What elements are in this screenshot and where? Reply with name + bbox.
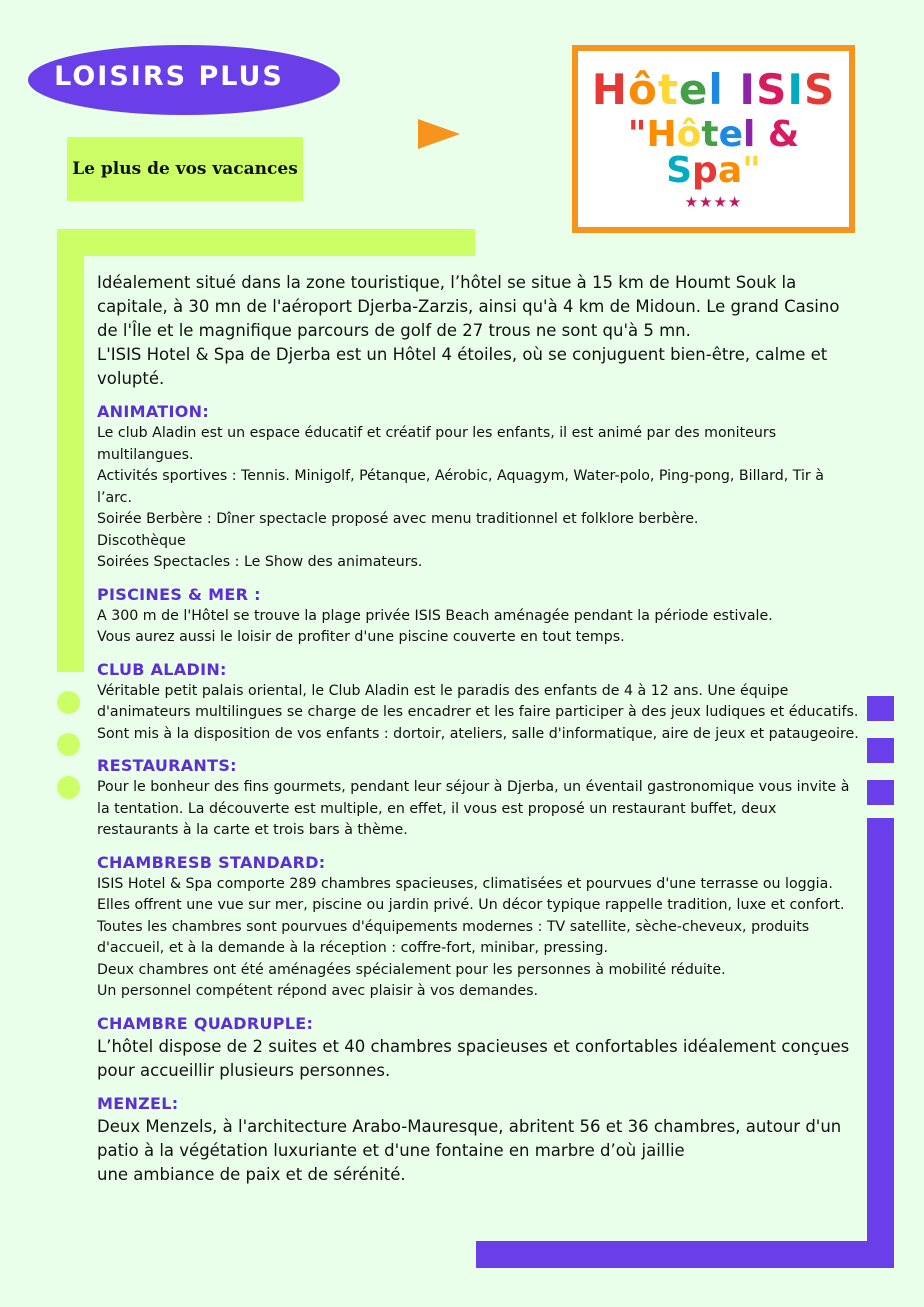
section-line: L’hôtel dispose de 2 suites et 40 chambres spacieuses et confortables idéalement conçues pour accueillir plusieurs personnes. — [97, 1036, 850, 1080]
section-line: Soirées Spectacles : Le Show des animateurs. — [97, 554, 423, 570]
section-line: Pour le bonheur des fins gourmets, pendant leur séjour à Djerba, un éventail gastronomique vous invite à la tentation. La découverte est multiple, en effet, il vous est proposé un restaurant buffet, deux restaurants à la carte et trois bars à thème. — [97, 779, 850, 838]
section-title: CHAMBRE QUADRUPLE: — [97, 1013, 314, 1033]
section — [97, 755, 859, 842]
green-dot — [57, 776, 80, 799]
section — [97, 584, 859, 649]
section-line: A 300 m de l'Hôtel se trouve la plage privée ISIS Beach aménagée pendant la période estivale. — [97, 607, 773, 624]
section-line: Le club Aladin est un espace éducatif et créatif pour les enfants, il est animé par des moniteurs multilangues. — [97, 425, 777, 463]
section-line: Discothèque — [97, 532, 186, 549]
section-title: MENZEL: — [97, 1093, 179, 1113]
logo-subtitle: "Hôtel & Spa" — [627, 114, 800, 191]
subtitle-text: Le plus de vos vacances — [72, 159, 298, 179]
section-line: Deux Menzels, à l'architecture Arabo-Mauresque, abritent 56 et 36 chambres, autour d'un patio à la végétation luxuriante et d'une fontaine en marbre d’où jaillie — [97, 1116, 842, 1160]
purple-square — [867, 738, 894, 763]
section-title: CLUB ALADIN: — [97, 659, 227, 679]
section — [97, 852, 859, 1003]
section-line: Vous aurez aussi le loisir de profiter d'une piscine couverte en tout temps. — [97, 629, 625, 645]
section-title: ANIMATION: — [97, 402, 210, 421]
section-line: Deux chambres ont été aménagées spécialement pour les personnes à mobilité réduite. — [97, 961, 726, 978]
sections — [97, 401, 859, 1187]
section-title: CHAMBRESB STANDARD: — [97, 852, 326, 872]
section — [97, 659, 859, 746]
subtitle-box — [67, 137, 303, 201]
green-frame-left — [57, 229, 84, 672]
section-title: PISCINES & MER : — [97, 584, 261, 604]
purple-frame-bottom — [476, 1241, 894, 1268]
main-content — [97, 271, 859, 1187]
green-dot — [57, 691, 80, 714]
section-line: Sont mis à la disposition de vos enfants : dortoir, ateliers, salle d'informatique, aire de jeux et pataugeoire. — [97, 725, 859, 742]
green-frame-top — [57, 229, 475, 256]
header-badge-text: LOISIRS PLUS — [54, 60, 284, 92]
intro-paragraph: Idéalement situé dans la zone touristique, l’hôtel se situe à 15 km de Houmt Souk la capitale, à 30 mn de l'aéroport Djerba-Zarzis, ainsi qu'à 4 km de Midoun. Le grand Casino de l'Île et le magnifique parcours de golf de 27 trous ne sont qu'à 5 mn. — [97, 273, 840, 340]
purple-frame-right — [867, 818, 894, 1268]
section-title: RESTAURANTS: — [97, 756, 237, 775]
green-dot — [57, 733, 80, 756]
header-badge — [28, 45, 340, 115]
section-line: ISIS Hotel & Spa comporte 289 chambres spacieuses, climatisées et pourvues d'une terrasse ou loggia. Elles offrent une vue sur mer, piscine ou jardin privé. Un décor typique rappelle tradition, luxe et confort. — [97, 875, 845, 913]
intro-paragraph: L'ISIS Hotel & Spa de Djerba est un Hôtel 4 étoiles, où se conjuguent bien-être, calme et volupté. — [97, 345, 828, 388]
section — [97, 1013, 859, 1083]
purple-square — [867, 696, 894, 721]
section — [97, 401, 859, 574]
section-line: Toutes les chambres sont pourvues d'équipements modernes : TV satellite, sèche-cheveux, produits d'accueil, et à la demande à la réception : coffre-fort, minibar, pressing. — [97, 918, 810, 956]
logo-title: Hôtel ISIS — [591, 65, 836, 114]
logo-stars: ★★★★ — [684, 193, 743, 211]
section-line: Véritable petit palais oriental, le Club Aladin est le paradis des enfants de 4 à 12 ans. Une équipe d'animateurs multilingues se charge de les encadrer et les faire participer à des jeux ludiques et éducatifs. — [97, 682, 859, 720]
section-line: Activités sportives : Tennis. Minigolf, Pétanque, Aérobic, Aquagym, Water-polo, Ping-pong, Billard, Tir à l’arc. — [97, 468, 824, 506]
section-line: Un personnel compétent répond avec plaisir à vos demandes. — [97, 983, 538, 999]
hotel-logo — [572, 45, 855, 233]
section-line: une ambiance de paix et de sérénité. — [97, 1164, 406, 1184]
section — [97, 1093, 859, 1187]
section-line: Soirée Berbère : Dîner spectacle proposé avec menu traditionnel et folklore berbère. — [97, 511, 699, 527]
purple-square — [867, 780, 894, 805]
arrow-icon — [418, 119, 460, 149]
